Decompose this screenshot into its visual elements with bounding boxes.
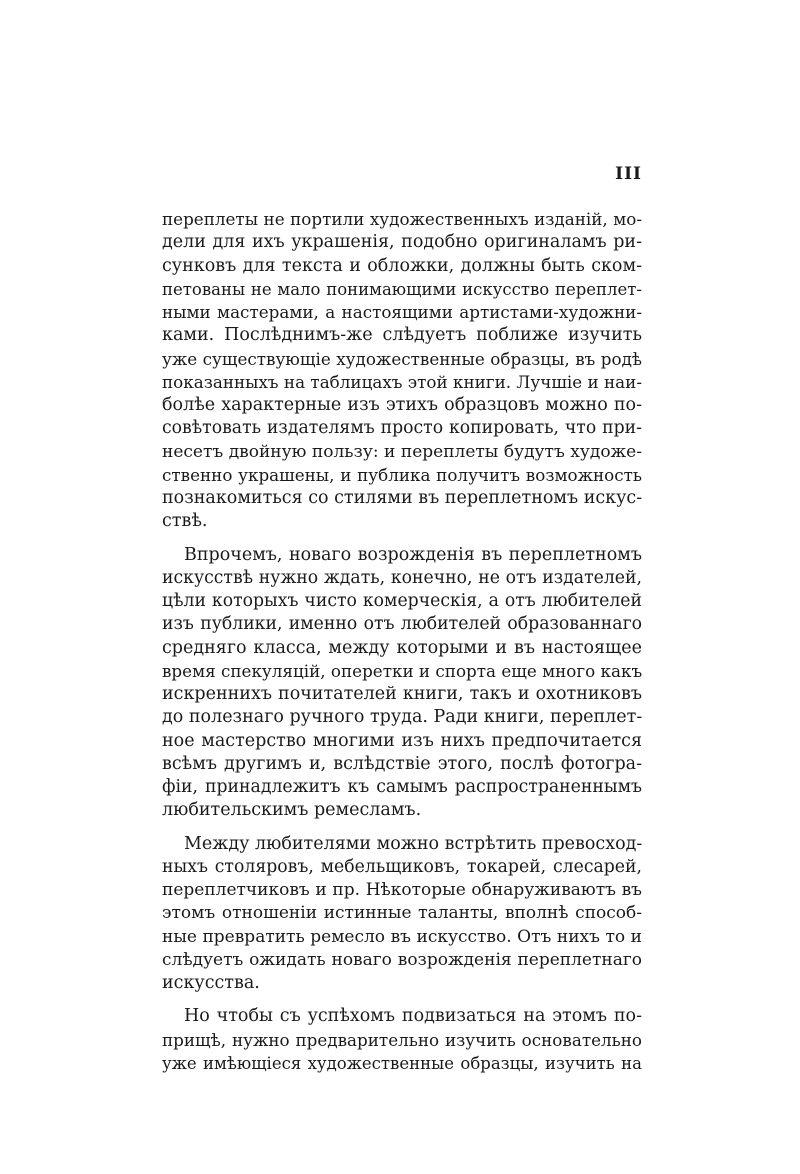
text-line: познакомиться со стилями въ переплетномъ искус- — [162, 488, 643, 508]
text-line: ными мастерами, а настоящими артистами-художни- — [162, 302, 642, 322]
text-line: ствѣ. — [162, 511, 208, 532]
text-line: фіи, принадлежитъ къ самымъ распространеннымъ — [162, 777, 642, 797]
text-line: искусствѣ нужно ждать, конечно, не отъ издателей, — [162, 567, 642, 588]
text-line: ныхъ столяровъ, мебельщиковъ, токарей, слесарей, — [162, 856, 642, 877]
text-line: до полезнаго ручного труда. Ради книги, переплет- — [162, 707, 643, 728]
text-line: ное мастерство многими изъ нихъ предпочитается — [162, 730, 642, 751]
text-line: показанныхъ на таблицахъ этой книги. Лучшіе и наи- — [162, 371, 642, 392]
text-line: уже имѣющіеся художественные образцы, изучить на — [162, 1053, 642, 1073]
text-line: ственно украшены, и публика получитъ возможность — [162, 464, 642, 485]
text-line: любительскимъ ремесламъ. — [162, 800, 422, 821]
text-line: совѣтовать издателямъ просто копировать, что при- — [162, 418, 642, 439]
text-line: время спекуляцій, оперетки и спорта еще много какъ — [162, 660, 643, 681]
text-line: ные превратить ремесло въ искусство. Отъ нихъ то и — [162, 926, 642, 947]
text-line: этомъ отношеніи истинные таланты, вполнѣ способ- — [162, 903, 642, 924]
text-line: дели для ихъ украшенія, подобно оригиналамъ ри- — [162, 232, 642, 253]
paragraph-3 — [162, 833, 642, 996]
text-line: Впрочемъ, новаго возрожденія въ переплетномъ — [184, 544, 642, 565]
page-number: III — [615, 164, 642, 184]
text-line: слѣдуетъ ожидать новаго возрожденія переплетнаго — [162, 949, 642, 970]
text-line: прищѣ, нужно предварительно изучить основательно — [162, 1029, 642, 1050]
text-line: несетъ двойную пользу: и переплеты будутъ художе- — [162, 441, 642, 462]
paragraph-gap — [162, 534, 642, 544]
text-line: болѣе характерные изъ этихъ образцовъ можно по- — [162, 395, 642, 415]
text-line: изъ публики, именно отъ любителей образованнаго — [162, 614, 642, 635]
paragraph-gap — [162, 995, 642, 1005]
paragraph-1 — [162, 208, 642, 534]
text-line: переплеты не портили художественныхъ изданій, мо- — [162, 209, 642, 229]
text-line: сунковъ для текста и обложки, должны быть ском- — [162, 255, 642, 276]
text-line: средняго класса, между которыми и въ настоящее — [162, 637, 642, 658]
text-line: ками. Послѣднимъ-же слѣдуетъ поближе изучить — [162, 325, 642, 346]
text-line: переплетчиковъ и пр. Нѣкоторые обнаруживаютъ въ — [162, 880, 642, 900]
text-line: всѣмъ другимъ и, вслѣдствіе этого, послѣ фотогра- — [162, 753, 642, 774]
body-text — [162, 208, 642, 1075]
text-line: Между любителями можно встрѣтить превосход- — [184, 833, 643, 854]
paragraph-2 — [162, 544, 642, 823]
paragraph-gap — [162, 823, 642, 833]
paragraph-4 — [162, 1005, 642, 1075]
text-line: петованы не мало понимающими искусство переплет- — [162, 279, 642, 299]
text-line: уже существующіе художественные образцы, въ родѣ — [162, 348, 642, 369]
text-line: искусства. — [162, 973, 260, 993]
text-line: искреннихъ почитателей книги, такъ и охотниковъ — [162, 684, 642, 704]
text-line: цѣли которыхъ чисто комерческія, а отъ любителей — [162, 591, 642, 611]
text-line: Но чтобы съ успѣхомъ подвизаться на этомъ по- — [184, 1006, 642, 1027]
